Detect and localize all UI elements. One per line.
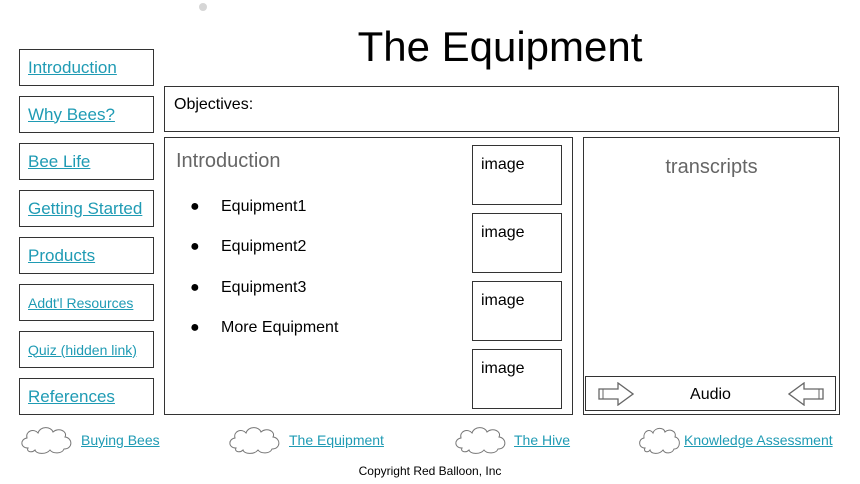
image-placeholder-label: image [481,360,525,377]
footer-link-the-hive[interactable]: The Hive [514,432,571,448]
cloud-icon [18,424,74,456]
nav-link-references[interactable]: References [28,386,115,406]
cloud-icon [226,424,282,456]
nav-link-bee-life[interactable]: Bee Life [28,151,91,171]
list-item [190,319,338,359]
transcripts-label: transcripts [665,156,758,178]
nav-button-addtl-resources[interactable] [19,284,154,321]
image-placeholder-label: image [481,156,525,173]
list-item-text: Equipment1 [221,198,307,215]
copyright-text: Copyright Red Balloon, Inc [358,464,502,478]
bullet-icon: ● [190,238,200,256]
bullet-icon: ● [190,198,200,215]
nav-button-references[interactable] [19,378,154,415]
arrow-left-icon[interactable] [788,382,824,406]
audio-label: Audio [690,386,731,403]
bullet-icon: ● [190,278,200,296]
cloud-icon [452,424,508,456]
nav-link-quiz[interactable]: Quiz (hidden link) [28,341,137,358]
image-placeholder-3 [472,281,562,341]
nav-button-quiz[interactable] [19,331,154,368]
objectives-panel [164,86,839,132]
image-placeholder-label: image [481,292,525,309]
nav-link-getting-started[interactable]: Getting Started [28,198,143,218]
nav-link-products[interactable]: Products [28,245,96,265]
content-heading: Introduction [176,150,281,172]
list-item [190,238,338,278]
list-item-text: Equipment2 [221,238,307,256]
nav-button-products[interactable] [19,237,154,274]
nav-button-bee-life[interactable] [19,143,154,180]
image-placeholder-2 [472,213,562,273]
footer-link-the-equipment[interactable]: The Equipment [289,432,384,448]
nav-button-why-bees[interactable] [19,96,154,133]
nav-button-getting-started[interactable] [19,190,154,227]
footer-link-knowledge-assessment[interactable]: Knowledge Assessment [684,432,833,448]
list-item [190,279,338,319]
bullet-icon: ● [190,318,200,336]
nav-link-addtl-resources[interactable]: Addt'l Resources [28,294,134,311]
list-item-text: Equipment3 [221,278,307,296]
list-item-text: More Equipment [221,318,339,336]
page-title: The Equipment [357,23,643,70]
footer-link-buying-bees[interactable]: Buying Bees [81,432,160,448]
image-placeholder-4 [472,349,562,409]
image-placeholder-label: image [481,224,525,241]
nav-link-why-bees[interactable]: Why Bees? [28,104,115,124]
decorative-dot [199,3,207,11]
list-item [190,198,338,238]
cloud-icon [637,424,681,456]
objectives-label: Objectives: [174,96,254,113]
image-placeholder-1 [472,145,562,205]
equipment-list [190,198,338,359]
nav-link-introduction[interactable]: Introduction [28,57,117,77]
nav-button-introduction[interactable] [19,49,154,86]
